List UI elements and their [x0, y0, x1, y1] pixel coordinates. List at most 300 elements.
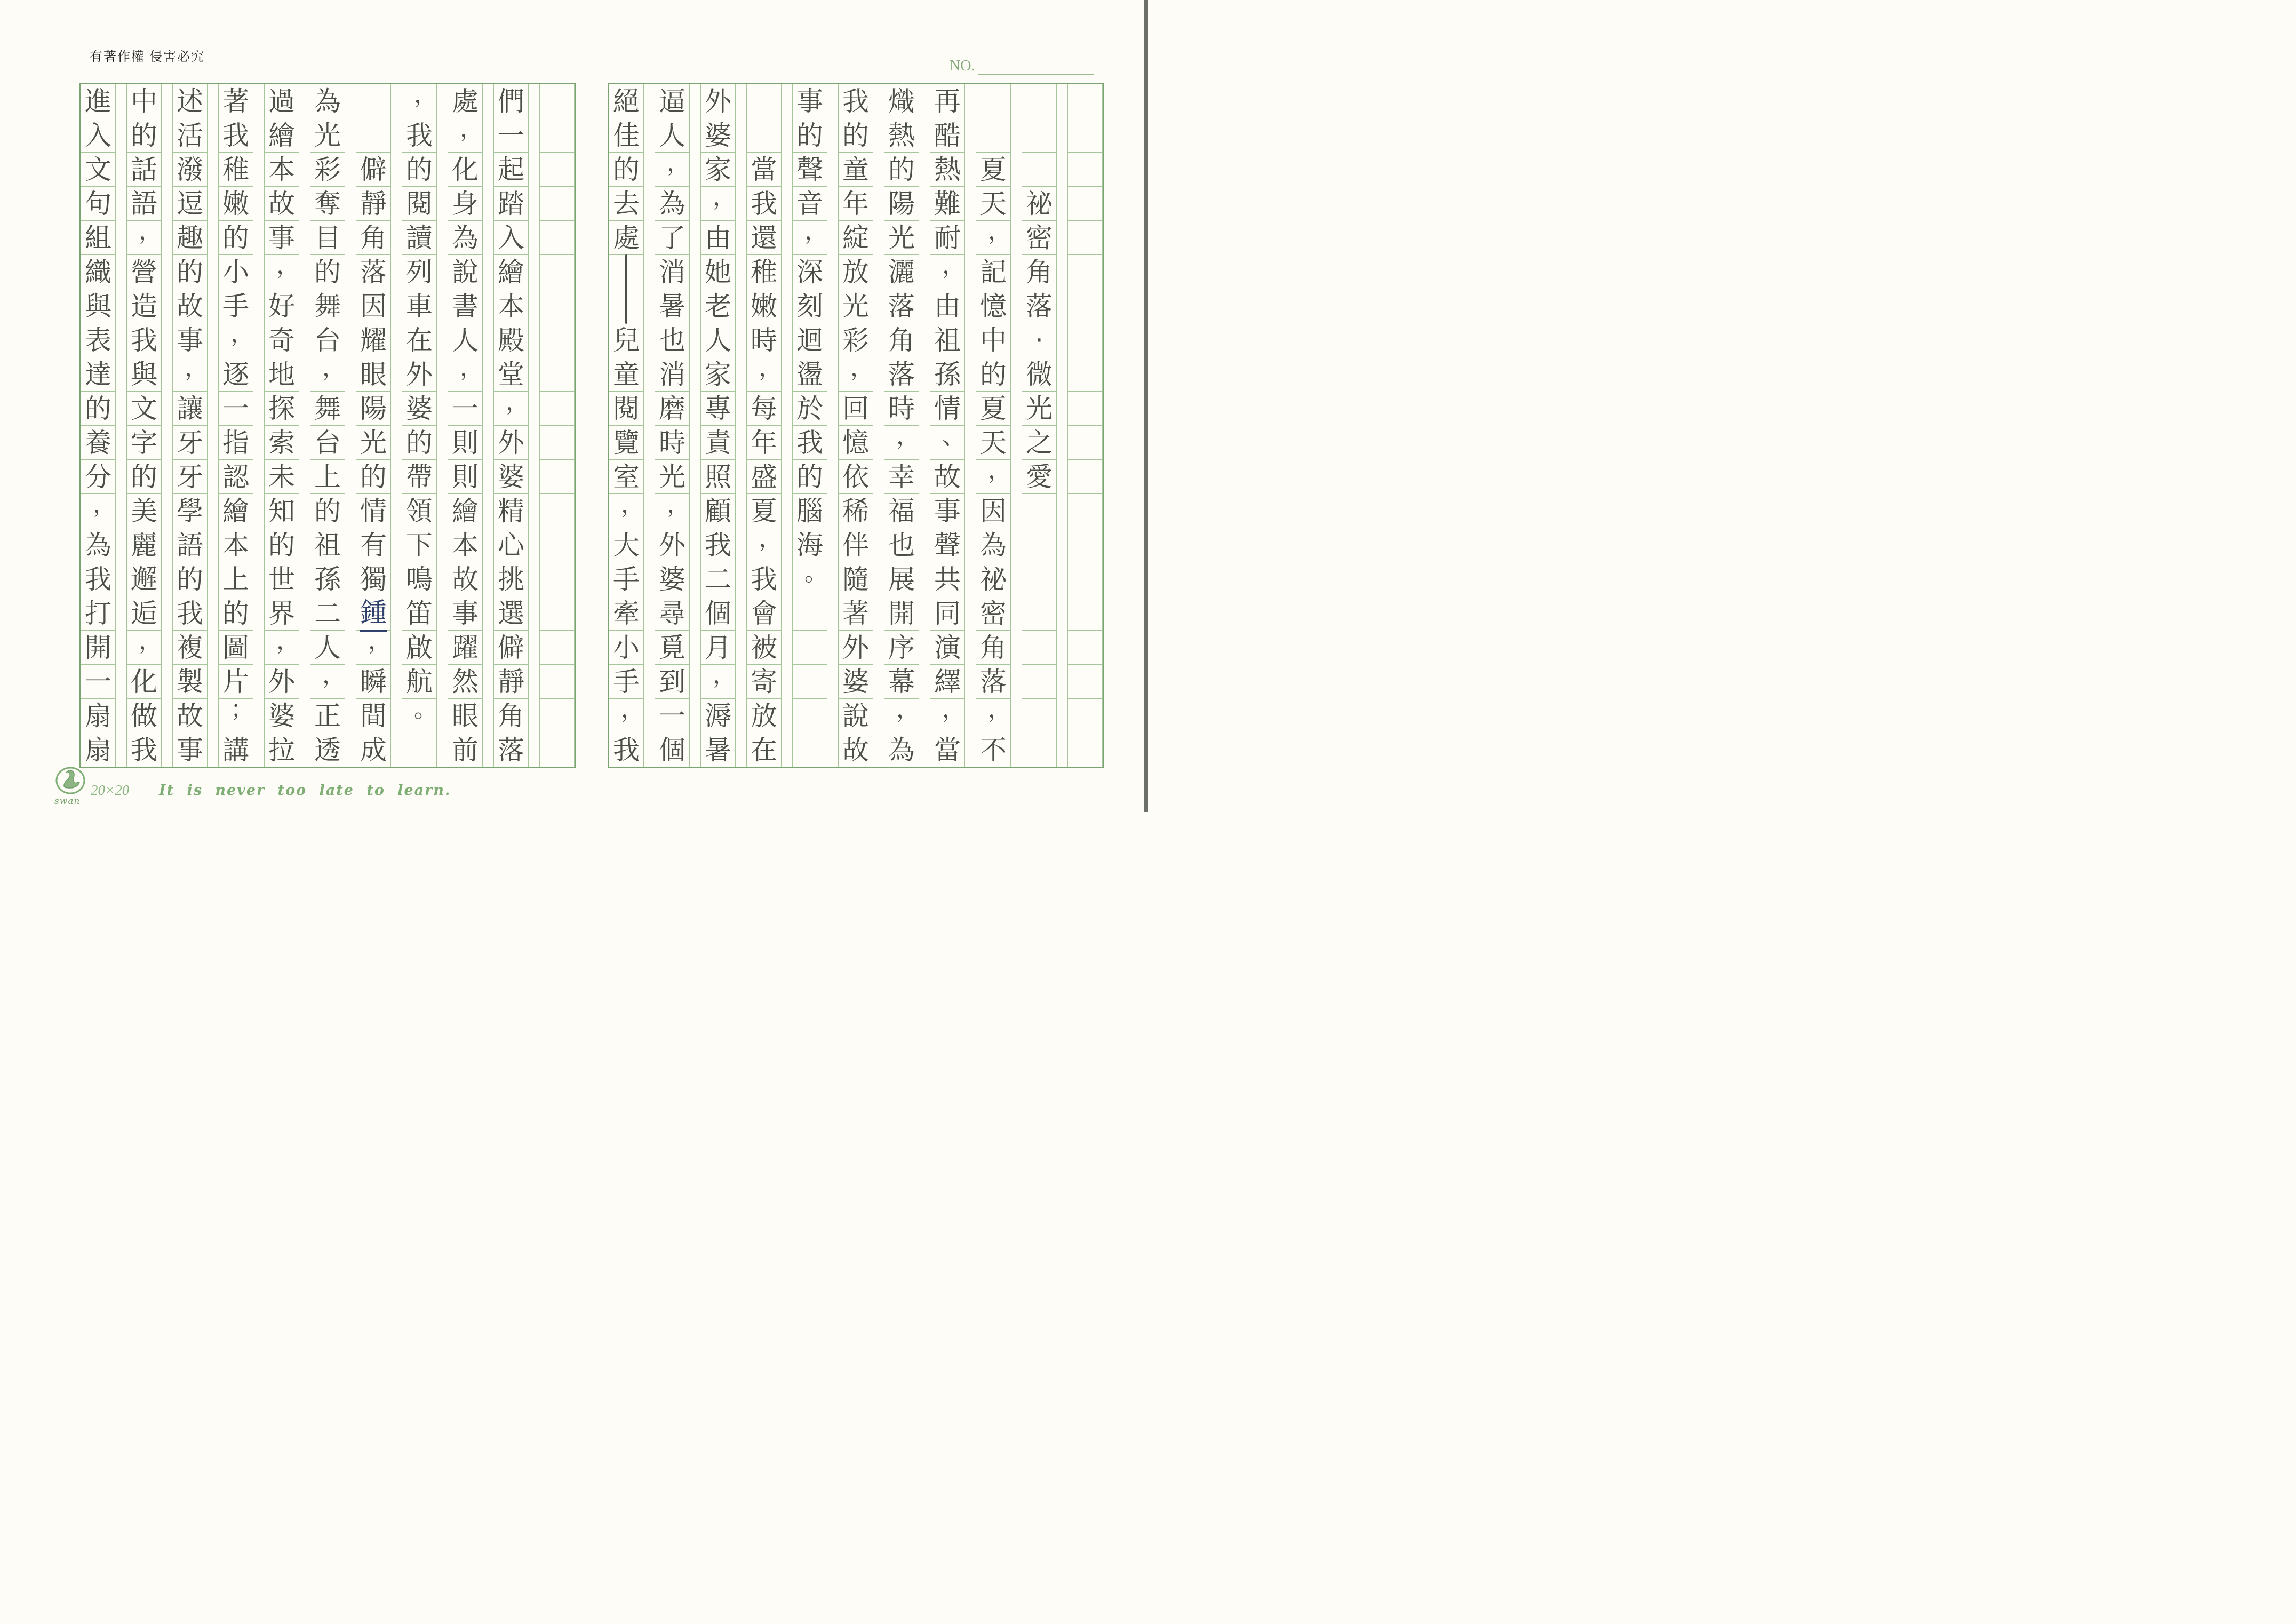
grid-cell — [747, 187, 781, 221]
handwritten-char: 寄 — [751, 666, 777, 697]
grid-cell — [793, 217, 828, 255]
handwritten-char: 處 — [613, 222, 640, 253]
grid-cell — [1068, 699, 1102, 733]
handwritten-char: 灑 — [888, 256, 915, 288]
grid-cell — [81, 699, 115, 733]
title-column — [1022, 84, 1057, 767]
handwritten-char: 角 — [360, 222, 387, 253]
grid-cell — [173, 699, 207, 733]
grid-cell — [839, 255, 873, 289]
handwritten-char: 音 — [796, 188, 823, 219]
handwritten-char: 話 — [131, 154, 157, 185]
grid-cell — [930, 289, 964, 323]
grid-cell — [81, 153, 115, 187]
grid-cell — [540, 733, 574, 767]
handwritten-char: 愛 — [1026, 461, 1053, 492]
grid-cell — [839, 289, 873, 323]
handwritten-char: 在 — [751, 735, 777, 766]
handwritten-char: 手 — [613, 666, 640, 697]
grid-cell — [494, 460, 528, 494]
handwritten-char: 我 — [613, 735, 640, 766]
handwritten-char: 上 — [314, 461, 341, 492]
handwritten-char: 也 — [659, 324, 685, 356]
handwritten-char: 外 — [498, 427, 524, 458]
handwritten-char: 我 — [222, 120, 249, 151]
grid-cell — [609, 631, 643, 665]
text-column — [310, 84, 345, 767]
column-gap — [1011, 84, 1022, 767]
handwritten-char: 我 — [177, 598, 203, 629]
grid-cell — [402, 631, 436, 665]
text-column — [448, 84, 483, 767]
grid-cell — [127, 528, 161, 562]
grid-cell — [701, 255, 735, 289]
grid-cell — [448, 392, 482, 426]
handwritten-char: 的 — [842, 120, 869, 151]
grid-cell — [448, 699, 482, 733]
grid-cell — [540, 699, 574, 733]
handwritten-char: 人 — [705, 324, 731, 356]
grid-cell — [839, 221, 873, 255]
grid-cell — [1068, 426, 1102, 460]
grid-cell — [1022, 323, 1056, 357]
manuscript-page-right — [608, 83, 1104, 768]
grid-cell — [494, 733, 528, 767]
handwritten-char: 盛 — [751, 461, 777, 492]
grid-cell — [747, 221, 781, 255]
grid-cell — [884, 596, 919, 631]
grid-cell — [747, 392, 781, 426]
handwritten-char: 兒 — [613, 324, 640, 356]
handwritten-char: 選 — [498, 598, 524, 629]
footer-slogan: It is never too late to learn. — [159, 782, 451, 799]
handwritten-char: 為 — [659, 188, 685, 219]
grid-cell — [1022, 494, 1056, 528]
grid-cell — [81, 221, 115, 255]
grid-cell — [1068, 733, 1102, 767]
grid-cell — [127, 627, 162, 665]
grid-cell — [655, 187, 689, 221]
grid-cell — [219, 357, 253, 392]
grid-cell — [494, 596, 528, 631]
handwritten-char: 顧 — [705, 495, 731, 527]
handwritten-char: 由 — [705, 222, 731, 253]
handwritten-char: 的 — [406, 154, 433, 185]
grid-cell — [127, 84, 161, 118]
handwritten-char: 深 — [796, 256, 823, 288]
grid-cell — [402, 528, 436, 562]
grid-cell — [701, 118, 735, 153]
handwritten-char: 鍾 — [360, 595, 387, 632]
handwritten-char: 聲 — [796, 154, 823, 185]
grid-cell — [1068, 460, 1102, 494]
grid-cell — [310, 354, 346, 392]
handwritten-char: 耀 — [360, 324, 387, 356]
grid-cell — [609, 357, 643, 392]
handwritten-char: 的 — [177, 256, 203, 288]
handwritten-char: 本 — [222, 529, 249, 561]
grid-cell — [402, 323, 436, 357]
column-gap — [391, 84, 402, 767]
grid-cell — [884, 733, 919, 767]
handwritten-char: 童 — [842, 154, 869, 185]
handwritten-char: 達 — [85, 359, 111, 390]
handwritten-char: 耐 — [934, 222, 961, 253]
handwritten-char: 嫩 — [222, 188, 249, 219]
text-column — [81, 84, 116, 767]
handwritten-char: 演 — [934, 632, 961, 663]
grid-cell — [81, 357, 115, 392]
handwritten-char: 繪 — [452, 495, 479, 527]
column-gap — [208, 84, 218, 767]
text-column — [356, 84, 391, 767]
grid-cell — [1068, 596, 1102, 631]
grid-cell — [540, 289, 574, 323]
grid-cell — [793, 596, 827, 631]
handwritten-char: 故 — [452, 563, 479, 595]
grid-cell — [356, 426, 390, 460]
column-gap — [437, 84, 448, 767]
grid-cell — [356, 733, 390, 767]
handwritten-char: ， — [506, 388, 529, 416]
handwritten-char: 做 — [131, 700, 157, 731]
grid-cell — [219, 460, 253, 494]
grid-cell — [540, 118, 574, 153]
handwritten-char: 消 — [659, 256, 685, 288]
handwritten-char: 手 — [613, 563, 640, 595]
grid-cell — [402, 153, 436, 187]
grid-cell — [356, 528, 390, 562]
grid-cell — [402, 392, 436, 426]
grid-cell — [81, 665, 115, 699]
handwritten-char: 外 — [705, 85, 731, 117]
grid-cell — [127, 118, 161, 153]
handwritten-char: 養 — [85, 427, 111, 458]
grid-cell — [884, 422, 920, 460]
handwritten-char: ， — [414, 81, 437, 108]
handwritten-char: 牽 — [613, 598, 640, 629]
handwritten-char: 事 — [452, 598, 479, 629]
grid-cell — [173, 460, 207, 494]
grid-cell — [701, 733, 735, 767]
handwritten-char: 本 — [452, 529, 479, 561]
handwritten-char: 熱 — [888, 120, 915, 151]
grid-cell — [173, 153, 207, 187]
handwritten-char: 。 — [414, 695, 437, 723]
handwritten-char: 心 — [498, 529, 524, 561]
handwritten-char: 幸 — [888, 461, 915, 492]
grid-cell — [219, 695, 254, 733]
grid-cell — [609, 153, 643, 187]
handwritten-char: 好 — [268, 290, 295, 322]
handwritten-char: 伴 — [842, 529, 869, 561]
handwritten-char: 溽 — [705, 700, 731, 731]
grid-cell — [747, 631, 781, 665]
handwritten-char: 扇 — [85, 700, 111, 731]
grid-cell — [540, 426, 574, 460]
grid-cell — [127, 494, 161, 528]
grid-cell — [976, 562, 1010, 596]
grid-cell — [494, 699, 528, 733]
grid-cell — [609, 118, 643, 153]
handwritten-char: 靜 — [360, 188, 387, 219]
handwritten-char: ， — [988, 695, 1011, 723]
handwritten-char: 年 — [842, 188, 869, 219]
handwritten-char: 事 — [177, 324, 203, 356]
handwritten-char: 我 — [85, 563, 111, 595]
handwritten-char: 當 — [751, 154, 777, 185]
grid-cell — [747, 118, 781, 153]
grid-cell — [1068, 665, 1102, 699]
handwritten-char: 家 — [705, 154, 731, 185]
no-label: NO. — [950, 58, 975, 74]
grid-cell — [976, 392, 1010, 426]
handwritten-char: 祕 — [980, 563, 1007, 595]
grid-cell — [494, 388, 529, 426]
grid-cell — [173, 118, 207, 153]
handwritten-char: 孫 — [934, 359, 961, 390]
grid-cell — [655, 323, 689, 357]
grid-cell — [494, 323, 528, 357]
handwritten-char: ， — [621, 490, 644, 518]
handwritten-char: ， — [759, 354, 782, 381]
handwritten-char: ， — [988, 456, 1011, 484]
handwritten-char: 聲 — [934, 529, 961, 561]
handwritten-char: 密 — [1026, 222, 1053, 253]
grid-cell — [494, 562, 528, 596]
handwritten-char: 開 — [888, 598, 915, 629]
handwritten-char: 依 — [842, 461, 869, 492]
grid-cell — [884, 460, 919, 494]
handwritten-char: 故 — [177, 290, 203, 322]
handwritten-char: 複 — [177, 632, 203, 663]
grid-cell — [402, 460, 436, 494]
handwritten-char: 著 — [842, 598, 869, 629]
grid-cell — [747, 524, 782, 562]
handwritten-char: ， — [759, 524, 782, 552]
handwritten-char: 述 — [177, 85, 203, 117]
grid-cell — [219, 596, 253, 631]
grid-cell — [701, 661, 736, 699]
grid-cell — [540, 528, 574, 562]
grid-cell — [219, 562, 253, 596]
text-column — [172, 84, 208, 767]
handwritten-char: 祖 — [314, 529, 341, 561]
handwritten-char: 航 — [406, 666, 433, 697]
grid-cell — [1022, 528, 1056, 562]
grid-cell — [448, 494, 482, 528]
grid-cell — [655, 562, 689, 596]
grid-cell — [793, 255, 827, 289]
grid-cell — [793, 631, 827, 665]
grid-cell — [356, 221, 390, 255]
handwritten-char: ， — [942, 251, 966, 279]
grid-cell — [265, 562, 299, 596]
handwritten-char: 刻 — [796, 290, 823, 322]
handwritten-char: 福 — [888, 495, 915, 527]
grid-cell — [265, 733, 299, 767]
handwritten-char: ， — [139, 217, 162, 245]
handwritten-char: 笛 — [406, 598, 433, 629]
handwritten-char: 於 — [796, 393, 823, 424]
handwritten-char: 去 — [613, 188, 640, 219]
grid-cell — [701, 221, 735, 255]
handwritten-char: 學 — [177, 495, 203, 527]
handwritten-char: 時 — [659, 427, 685, 458]
handwritten-char: 中 — [131, 85, 157, 117]
handwritten-char: 舞 — [314, 290, 341, 322]
text-column — [218, 84, 253, 767]
handwritten-char: ， — [942, 695, 966, 723]
handwritten-char: 有 — [360, 529, 387, 561]
handwritten-char: 化 — [131, 666, 157, 697]
grid-cell — [793, 426, 827, 460]
grid-cell — [1068, 392, 1102, 426]
grid-cell — [127, 460, 161, 494]
handwritten-char: 為 — [85, 529, 111, 561]
grid-cell — [81, 426, 115, 460]
grid-cell — [839, 354, 874, 392]
handwritten-char: 放 — [751, 700, 777, 731]
handwritten-char: 身 — [452, 188, 479, 219]
handwritten-char: 二 — [314, 598, 341, 629]
handwritten-char: 稚 — [222, 154, 249, 185]
grid-cell — [310, 699, 345, 733]
handwritten-char: 讀 — [406, 222, 433, 253]
handwritten-char: 展 — [888, 563, 915, 595]
handwritten-char: 海 — [796, 529, 823, 561]
handwritten-char: 鳴 — [406, 563, 433, 595]
handwritten-char: 的 — [131, 120, 157, 151]
grid-cell — [884, 255, 919, 289]
handwritten-char: 盪 — [796, 359, 823, 390]
grid-cell — [1022, 426, 1056, 460]
grid-cell — [701, 84, 735, 118]
grid-cell — [609, 426, 643, 460]
brand-text: swan — [54, 796, 81, 807]
grid-cell — [1068, 631, 1102, 665]
handwritten-char: 婆 — [705, 120, 731, 151]
handwritten-char: 地 — [268, 359, 295, 390]
grid-cell — [609, 221, 643, 255]
grid-cell — [219, 320, 254, 357]
grid-cell — [884, 631, 919, 665]
grid-cell — [127, 562, 161, 596]
handwritten-char: 台 — [314, 324, 341, 356]
grid-cell — [1022, 118, 1056, 153]
handwritten-char: 夏 — [980, 393, 1007, 424]
grid-cell — [1068, 323, 1102, 357]
handwritten-char: 腦 — [796, 495, 823, 527]
grid-cell — [540, 460, 574, 494]
handwritten-char: 趣 — [177, 222, 203, 253]
handwritten-char: 正 — [314, 700, 341, 731]
handwritten-char: 書 — [452, 290, 479, 322]
handwritten-char: 過 — [268, 85, 295, 117]
handwritten-char: 組 — [85, 222, 111, 253]
handwritten-char: 的 — [177, 563, 203, 595]
handwritten-char: 手 — [222, 290, 249, 322]
grid-cell — [356, 357, 390, 392]
grid-cell — [81, 187, 115, 221]
grid-cell — [930, 631, 964, 665]
grid-cell — [1068, 84, 1102, 118]
grid-cell — [655, 221, 689, 255]
handwritten-char: 邂 — [131, 563, 157, 595]
grid-cell — [747, 426, 781, 460]
empty-column — [539, 84, 575, 767]
handwritten-char: 熱 — [934, 154, 961, 185]
grid-cell — [265, 426, 299, 460]
text-column — [746, 84, 782, 767]
handwritten-char: 瞬 — [360, 666, 387, 697]
handwritten-char: 說 — [842, 700, 869, 731]
grid-cell — [356, 84, 390, 118]
grid-cell — [356, 460, 390, 494]
handwritten-char: 成 — [360, 735, 387, 766]
handwritten-char: 進 — [85, 85, 111, 117]
grid-cell — [1022, 357, 1056, 392]
grid-cell — [976, 528, 1010, 562]
handwritten-char: 講 — [222, 735, 249, 766]
grid-cell — [265, 665, 299, 699]
grid-cell — [976, 695, 1011, 733]
grid-cell — [494, 84, 528, 118]
grid-cell — [540, 665, 574, 699]
grid-cell — [747, 699, 781, 733]
handwritten-char: 每 — [751, 393, 777, 424]
grid-cell — [930, 323, 964, 357]
grid-cell — [839, 699, 873, 733]
grid-cell — [884, 323, 919, 357]
grid-cell — [701, 494, 735, 528]
handwritten-char: 難 — [934, 188, 961, 219]
grid-cell — [127, 289, 161, 323]
handwritten-char: 入 — [85, 120, 111, 151]
handwritten-char: 繹 — [934, 666, 961, 697]
grid-cell — [448, 562, 482, 596]
handwritten-char: 的 — [613, 154, 640, 185]
grid-size-label: 20×20 — [91, 782, 130, 798]
grid-cell — [839, 84, 873, 118]
handwritten-char: 照 — [705, 461, 731, 492]
handwritten-char: 車 — [406, 290, 433, 322]
handwritten-char: 孫 — [314, 563, 341, 595]
grid-cell — [356, 289, 390, 323]
grid-cell — [976, 323, 1010, 357]
grid-cell — [884, 289, 919, 323]
handwritten-char: 的 — [268, 529, 295, 561]
handwritten-char: 我 — [406, 120, 433, 151]
grid-cell — [976, 596, 1010, 631]
handwritten-char: 入 — [498, 222, 524, 253]
grid-cell — [976, 84, 1010, 118]
handwritten-char: 的 — [796, 120, 823, 151]
handwritten-char: 憶 — [980, 290, 1007, 322]
grid-cell — [356, 255, 390, 289]
handwritten-char: 與 — [85, 290, 111, 322]
grid-cell — [884, 84, 919, 118]
grid-cell — [1022, 187, 1056, 221]
handwritten-char: 陽 — [888, 188, 915, 219]
grid-cell — [494, 153, 528, 187]
grid-cell — [219, 392, 253, 426]
handwritten-char: 領 — [406, 495, 433, 527]
handwritten-char: 老 — [705, 290, 731, 322]
handwritten-char: 為 — [314, 85, 341, 117]
handwritten-char: 幕 — [888, 666, 915, 697]
grid-cell — [127, 699, 161, 733]
